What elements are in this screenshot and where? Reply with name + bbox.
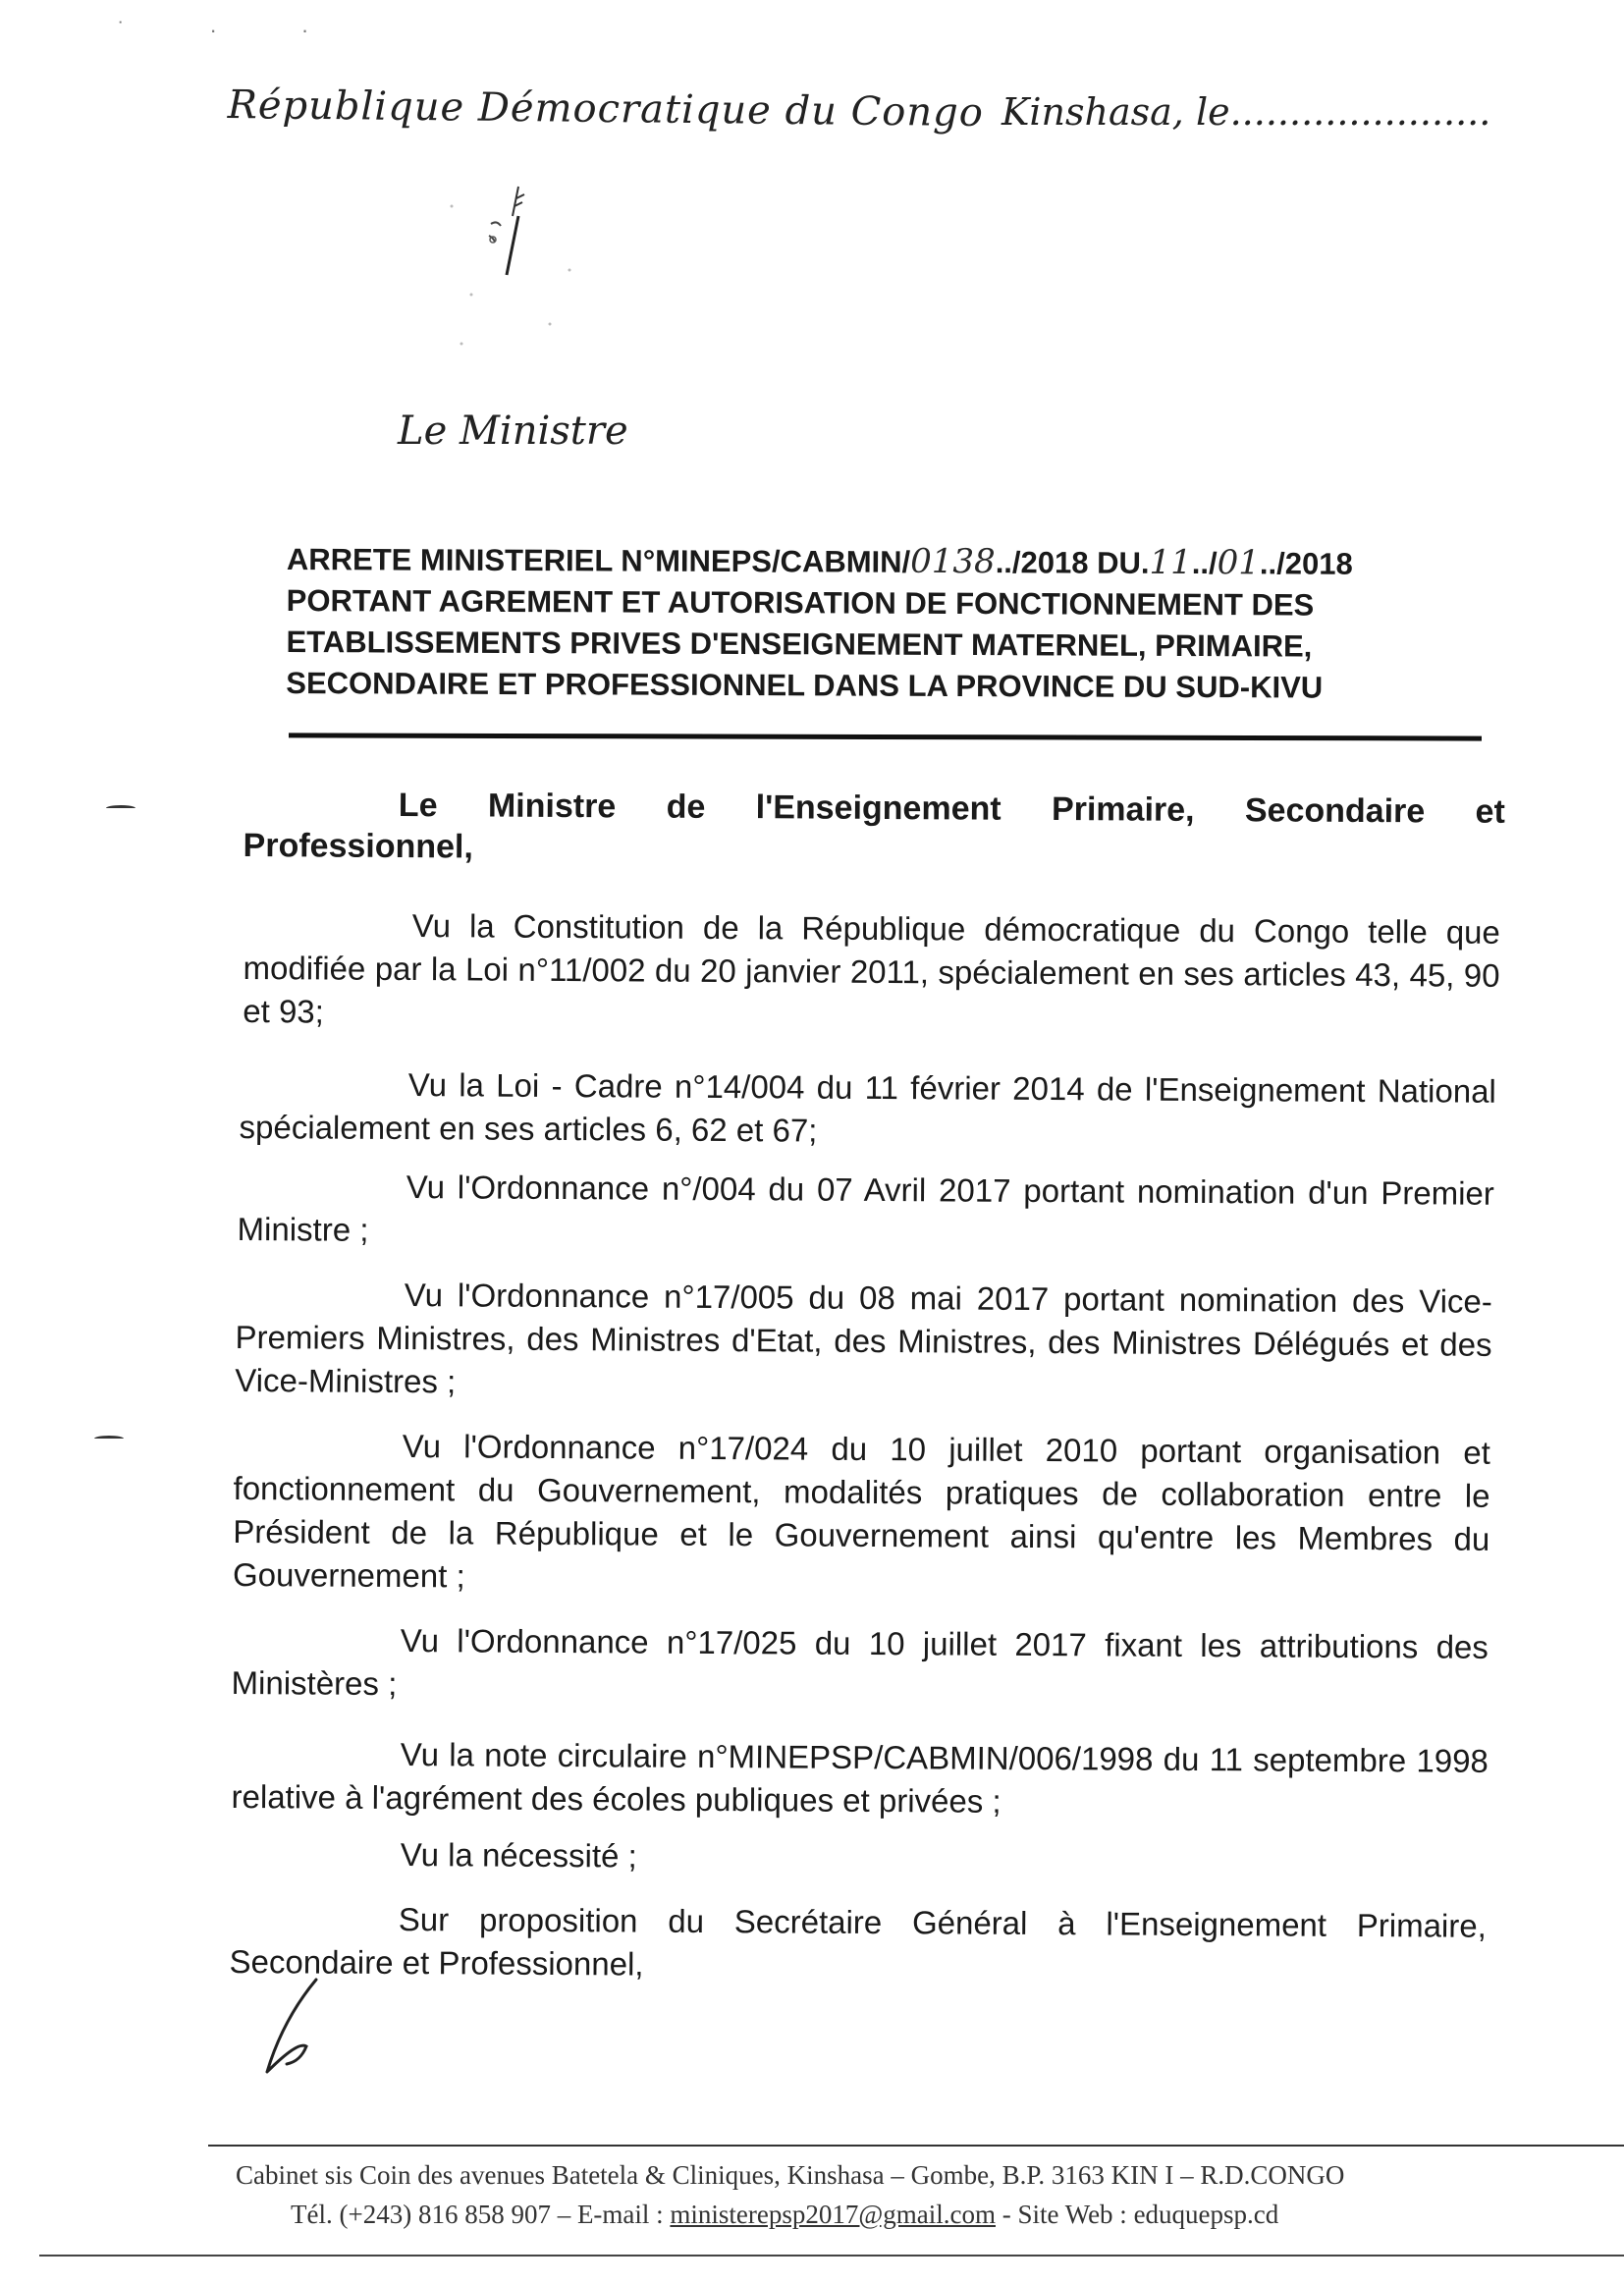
- consideration-paragraph: [233, 1424, 1490, 1604]
- consideration-paragraph: [235, 1273, 1492, 1410]
- decree-ref-sep: ../: [1191, 546, 1218, 581]
- consideration-paragraph: [237, 1165, 1494, 1259]
- margin-mark: [94, 1436, 124, 1441]
- consideration-text: Vu la note circulaire n°MINEPSP/CABMIN/006/1998 du 11 septembre 1998 relative à l'agrément des écoles publiques et privées ;: [231, 1736, 1489, 1820]
- place-date-line: Kinshasa, le......................: [1001, 90, 1491, 134]
- footer-email: ministerepsp2017@gmail.com: [670, 2200, 996, 2229]
- country-heading: République Démocratique du Congo: [227, 82, 985, 136]
- consideration-paragraph: [232, 1832, 1489, 1883]
- decree-title-line3: ETABLISSEMENTS PRIVES D'ENSEIGNEMENT MATERNEL, PRIMAIRE,: [286, 624, 1313, 664]
- consideration-text: Vu l'Ordonnance n°17/025 du 10 juillet 2017 fixant les attributions des Ministères ;: [231, 1622, 1489, 1703]
- decree-title-line2: PORTANT AGREMENT ET AUTORISATION DE FONCTIONNEMENT DES: [286, 582, 1315, 623]
- handwritten-initial: [257, 1974, 336, 2082]
- consideration-text: Sur proposition du Secrétaire Général à l'Enseignement Primaire, Secondaire et Professionnel,: [229, 1901, 1487, 1983]
- decree-title: [286, 538, 1504, 709]
- decree-title-line4: SECONDAIRE ET PROFESSIONNEL DANS LA PROVINCE DU SUD-KIVU: [286, 665, 1324, 705]
- scan-marks: ˙ · ·: [118, 18, 349, 42]
- consideration-text: Vu l'Ordonnance n°/004 du 07 Avril 2017 portant nomination d'un Premier Ministre ;: [237, 1169, 1494, 1248]
- consideration-text: Vu l'Ordonnance n°17/005 du 08 mai 2017 portant nomination des Vice-Premiers Ministres, des Ministres d'Etat, des Ministres, des Ministres Délégués et des Vice-Ministres ;: [235, 1277, 1492, 1400]
- consideration-paragraph: [231, 1732, 1489, 1826]
- decree-day-handwritten: 11: [1149, 542, 1192, 583]
- consideration-text: Vu la Loi - Cadre n°14/004 du 11 février 2014 de l'Enseignement National spécialement en ses articles 6, 62 et 67;: [239, 1066, 1496, 1149]
- margin-mark: [106, 805, 135, 811]
- consideration-text: Vu la Constitution de la République démocratique du Congo telle que modifiée par la Loi n°11/002 du 20 janvier 2011, spécialement en ses articles 43, 45, 90 et 93;: [243, 907, 1500, 1030]
- consideration-text: Vu la nécessité ;: [400, 1836, 637, 1875]
- decree-number-handwritten: 0138: [910, 541, 996, 582]
- decree-ref-prefix: ARRETE MINISTERIEL N°MINEPS/CABMIN/: [286, 541, 911, 579]
- decree-ref-end: ../2018: [1259, 546, 1353, 581]
- footer-phone: Tél. (+243) 816 858 907 – E-mail :: [291, 2200, 671, 2229]
- bottom-rule: [39, 2255, 1624, 2257]
- consideration-paragraph: [243, 903, 1500, 1041]
- footer-address: Cabinet sis Coin des avenues Batetela & Cliniques, Kinshasa – Gombe, B.P. 3163 KIN I – R.D.CONGO: [236, 2160, 1345, 2190]
- consideration-paragraph: [229, 1897, 1487, 1991]
- footer-website: - Site Web : eduquepsp.cd: [996, 2200, 1279, 2229]
- decree-title-line1: [287, 538, 1504, 585]
- footer-rule: [208, 2145, 1624, 2147]
- minister-heading: Le Ministre: [398, 408, 628, 454]
- minister-intro-line2: Professionnel,: [243, 826, 474, 866]
- consideration-paragraph: [231, 1618, 1489, 1713]
- minister-intro: [243, 784, 1504, 874]
- minister-intro-line1: Le Ministre de l'Enseignement Primaire, Secondaire et: [398, 786, 1505, 831]
- decree-ref-mid: ../2018 DU.: [995, 545, 1150, 580]
- footer-contact: [291, 2200, 1567, 2230]
- decree-month-handwritten: 01: [1217, 543, 1261, 583]
- consideration-paragraph: [239, 1062, 1496, 1157]
- consideration-text: Vu l'Ordonnance n°17/024 du 10 juillet 2010 portant organisation et fonctionnement du Gouvernement, modalités pratiques de collaboration entre le Président de la République et le Gouvernement ainsi qu'entre les Membres du Gouvernement ;: [232, 1428, 1490, 1595]
- coat-of-arms-emblem: [432, 177, 589, 412]
- title-underline: [289, 733, 1482, 740]
